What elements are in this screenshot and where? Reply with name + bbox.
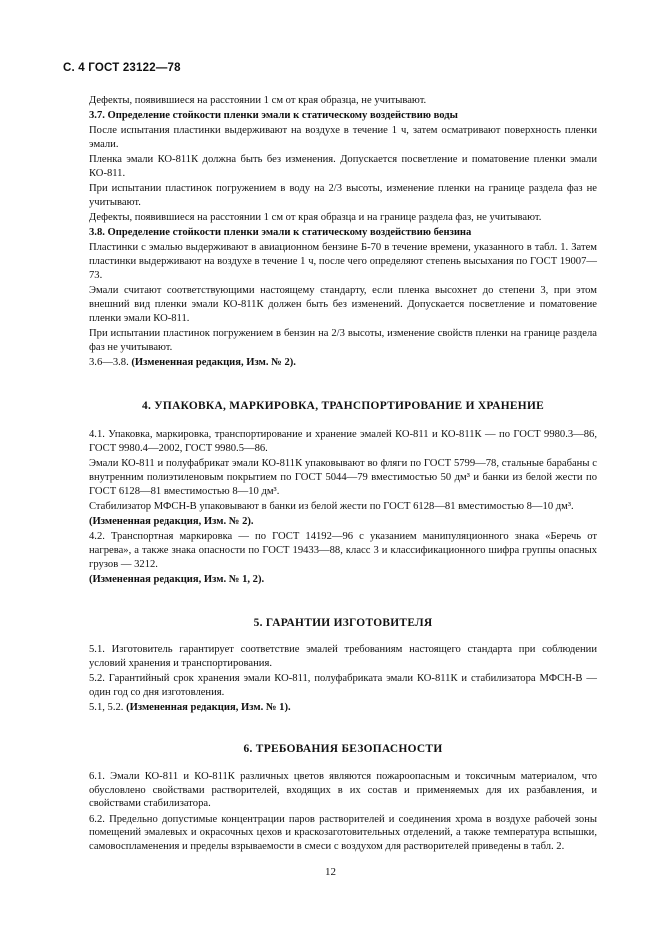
paragraph-3-7-4: Дефекты, появившиеся на расстоянии 1 см от края образца и на границе раздела фаз, не учитывают. (89, 212, 542, 224)
paragraph-5-2: 5.2. Гарантийный срок хранения эмали КО-811, полуфабриката эмали КО-811К и стабилизатора МФСН-В — один год со дня изготовления. (89, 672, 597, 698)
paragraph-3-8-2: Эмали считают соответствующими настоящему стандарту, если пленка высохнет до степени 3, при этом внешний вид пленки эмали КО-811К должен быть без изменений. Допускается посветление и поматовение пленки эмали КО-811. (89, 285, 597, 325)
amendment-clauses: 5.1, 5.2. (89, 701, 127, 713)
paragraph-3-8-1: Пластинки с эмалью выдерживают в авиационном бензине Б-70 в течение времени, указанного в табл. 1. Затем пластинки выдерживают на воздухе в течение 1 ч, после чего определяют степень высыхания по ГОСТ 19007—73. (89, 242, 597, 282)
page-content (89, 94, 597, 854)
section-5-title: 5. ГАРАНТИИ ИЗГОТОВИТЕЛЯ (253, 616, 433, 629)
paragraph-3-7-1: После испытания пластинки выдерживают на воздухе в течение 1 ч, затем осматривают поверхность пленки эмали. (89, 125, 597, 151)
paragraph-6-2: 6.2. Предельно допустимые концентрации паров растворителей и соединения хрома в воздухе рабочей зоны помещений эмалевых и окрасочных цехов и краскозаготовительных отделений, а также температура вспышки, самовоспламенения и пределы взрываемости в смеси с воздухом для растворителей приведены в табл. 2. (89, 813, 597, 853)
amendment-note-4-1: (Измененная редакция, Изм. № 2). (89, 516, 254, 527)
section-4-title: 4. УПАКОВКА, МАРКИРОВКА, ТРАНСПОРТИРОВАНИЕ И ХРАНЕНИЕ (141, 400, 545, 413)
paragraph-3-7-3: При испытании пластинок погружением в воду на 2/3 высоты, изменение пленки на границе раздела фаз не учитывают. (89, 183, 597, 209)
amendment-note-5 (89, 701, 597, 715)
amendment-clauses: 3.6—3.8. (89, 357, 132, 369)
paragraph-6-1: 6.1. Эмали КО-811 и КО-811К различных цветов являются пожароопасным и токсичным материалом, что обусловлено свойствами растворителей, входящих в их состав и применяемых для их разбавления, и свойствами стабилизатора. (89, 770, 597, 810)
paragraph-4-1-packaging: Эмали КО-811 и полуфабрикат эмали КО-811К упаковывают во фляги по ГОСТ 5799—78, стальные барабаны с внутренним полиэтиленовым покрытием по ГОСТ 5044—79 вместимостью 50 дм³ и банки из белой жести по ГОСТ 6128—81 вместимостью 8—10 дм³. (89, 458, 597, 497)
paragraph-defects-edge: Дефекты, появившиеся на расстоянии 1 см от края образца, не учитывают. (89, 95, 427, 106)
paragraph-4-1: 4.1. Упаковка, маркировка, транспортирование и хранение эмалей КО-811 и КО-811К — по ГОСТ 9980.3—86, ГОСТ 9980.4—2002, ГОСТ 9980.5—86. (89, 429, 597, 454)
amendment-note-4-2: (Измененная редакция, Изм. № 1, 2). (89, 574, 265, 585)
paragraph-3-8-3: При испытании пластинок погружением в бензин на 2/3 высоты, изменение свойств пленки на границе раздела фаз не учитывают. (89, 328, 597, 354)
amendment-label: (Измененная редакция, Изм. № 1). (126, 701, 291, 713)
section-6-title: 6. ТРЕБОВАНИЯ БЕЗОПАСНОСТИ (243, 742, 443, 755)
paragraph-5-1: 5.1. Изготовитель гарантирует соответствие эмалей требованиям настоящего стандарта при соблюдении условий хранения и транспортирования. (89, 643, 597, 669)
clause-3-7-heading: 3.7. Определение стойкости пленки эмали к статическому воздействию воды (89, 110, 458, 122)
amendment-note-3-6-3-8 (89, 356, 597, 370)
paragraph-4-2: 4.2. Транспортная маркировка — по ГОСТ 14192—96 с указанием манипуляционного знака «Беречь от нагрева», а также знака опасности по ГОСТ 19433—88, класс 3 и классификационного шифра группы опасных грузов — 3212. (89, 531, 597, 570)
paragraph-3-7-2: Пленка эмали КО-811К должна быть без изменения. Допускается посветление и поматовение пленки эмали КО-811. (89, 154, 597, 180)
amendment-label: (Измененная редакция, Изм. № 2). (131, 357, 296, 369)
running-header: С. 4 ГОСТ 23122—78 (63, 62, 181, 74)
clause-3-8-heading: 3.8. Определение стойкости пленки эмали к статическому воздействию бензина (89, 227, 472, 239)
page-number: 12 (325, 866, 336, 878)
paragraph-4-1-stabilizer: Стабилизатор МФСН-В упаковывают в банки из белой жести по ГОСТ 6128—81 вместимостью 8—10 дм³. (89, 500, 574, 512)
